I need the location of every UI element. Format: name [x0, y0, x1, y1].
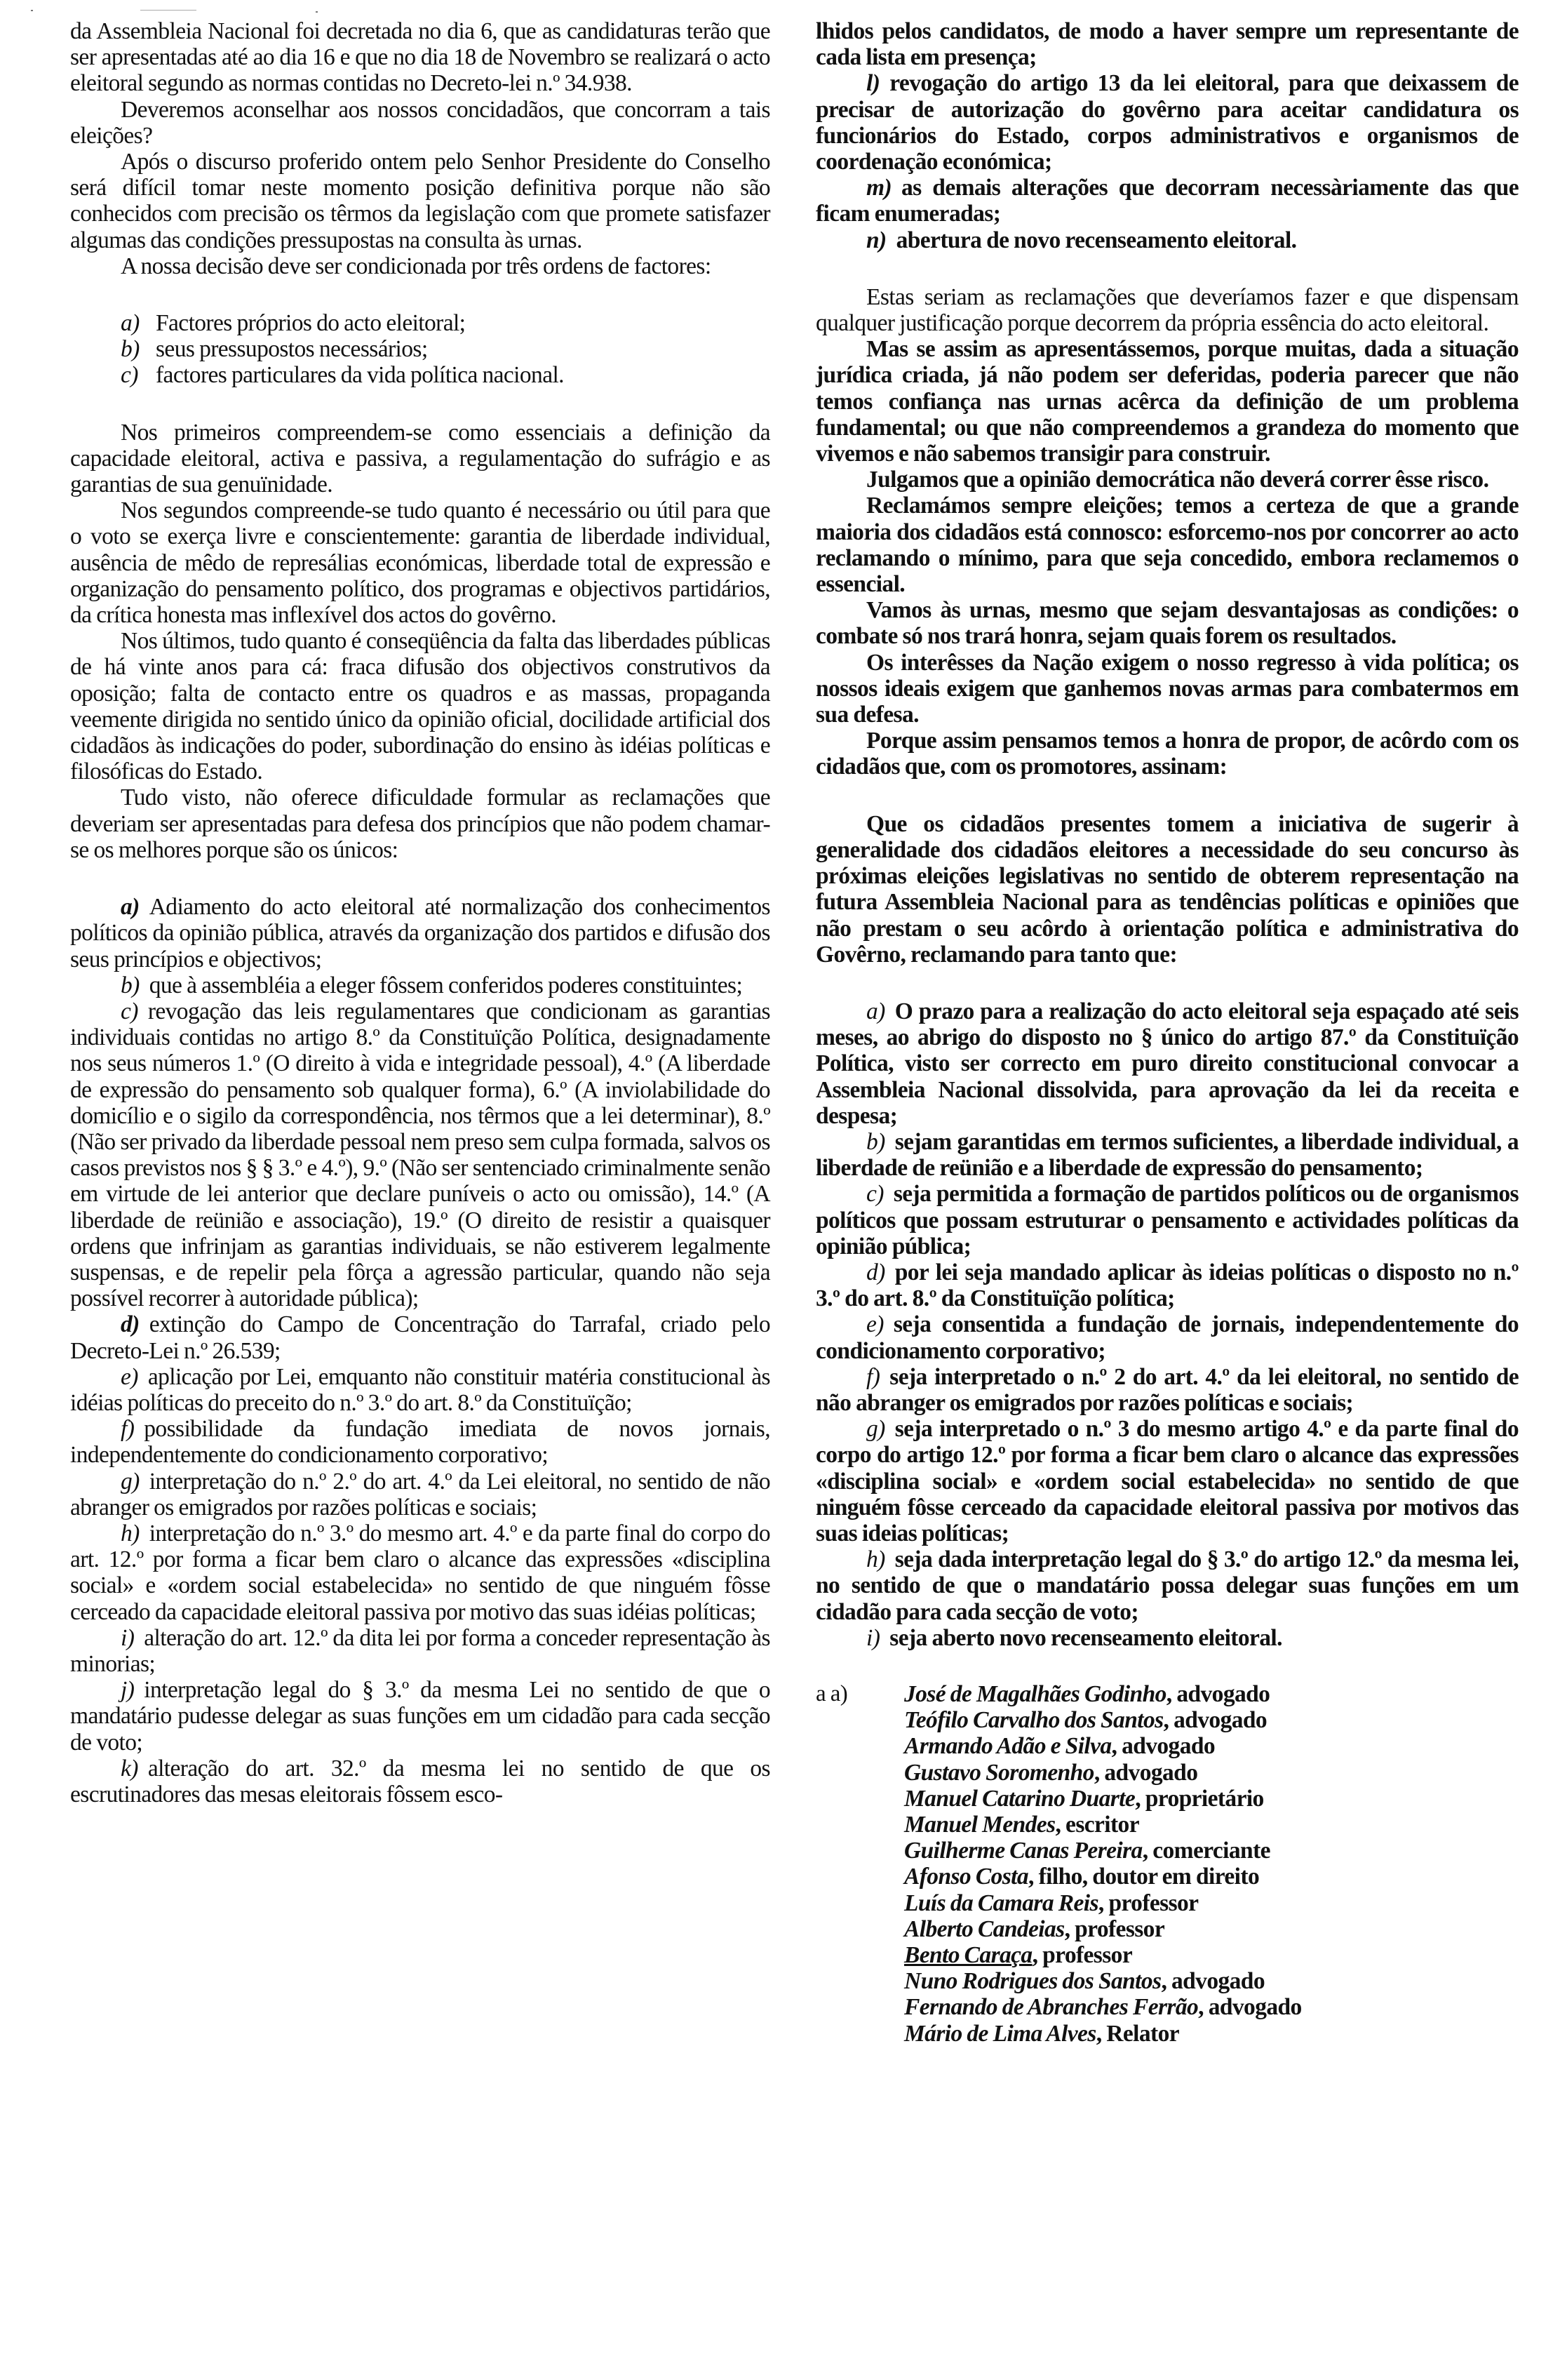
intro-paragraph: A nossa decisão deve ser condicionada por três ordens de factores: — [121, 253, 711, 279]
signatory-role: , Relator — [1096, 2020, 1179, 2047]
item-label: n) — [866, 227, 887, 253]
item-label: l) — [866, 70, 880, 97]
demand-item — [816, 998, 1519, 1129]
signatory-name: Mário de Lima Alves — [904, 2020, 1096, 2047]
claims-continued-list — [816, 70, 1519, 253]
item-text: alteração do art. 12.º da dita lei por forma a conceder representação às minorias; — [70, 1624, 770, 1677]
signature-entry — [904, 1707, 1519, 1733]
claim-item — [70, 1311, 770, 1363]
item-label: a) — [121, 894, 140, 921]
signatory-role: , advogado — [1111, 1733, 1216, 1760]
signatory-name: José de Magalhães Godinho — [904, 1680, 1166, 1707]
claim-item — [70, 1625, 770, 1677]
signatory-role: , professor — [1032, 1942, 1133, 1969]
signature-entry — [904, 1864, 1519, 1890]
item-text: Factores próprios do acto eleitoral; — [156, 310, 466, 337]
signatory-name: Nuno Rodrigues dos Santos — [904, 1968, 1162, 1995]
item-text: seja dada interpretação legal do § 3.º do artigo 12.º da mesma lei, no sentido de que o mandatário possa delegar suas funções em um cidadão para cada secção de voto; — [816, 1546, 1519, 1625]
item-text: interpretação do n.º 2.º do art. 4.º da Lei eleitoral, no sentido de não abranger os emigrados por razões políticas e sociais; — [70, 1468, 770, 1520]
argument-paragraph: Reclamámos sempre eleições; temos a certeza de que a grande maioria dos cidadãos está connosco: esforcemo-nos por concorrer ao acto reclamando o mínimo, para que seja concedido, embora reclamemos o essencial. — [816, 493, 1519, 598]
item-text: as demais alterações que decorram necessàriamente das que ficam enumeradas; — [816, 175, 1519, 227]
signature-entry — [904, 1812, 1519, 1838]
right-column — [816, 18, 1519, 2047]
argument-paragraph: Os interêsses da Nação exigem o nosso regresso à vida política; os nossos ideais exigem que ganhemos novas armas para combatermos em sua defesa. — [816, 649, 1519, 728]
signatory-role: , filho, doutor em direito — [1028, 1864, 1260, 1890]
item-text: seja aberto novo recenseamento eleitoral. — [889, 1624, 1282, 1651]
argument-paragraph: Julgamos que a opinião democrática não deverá correr êsse risco. — [866, 467, 1489, 493]
signatory-role: , comerciante — [1142, 1838, 1270, 1864]
signature-entry — [904, 1916, 1519, 1942]
demand-item — [816, 1364, 1519, 1416]
demand-item — [816, 1129, 1519, 1181]
argument-paragraph: Porque assim pensamos temos a honra de propor, de acôrdo com os cidadãos que, com os promotores, assinam: — [816, 728, 1519, 780]
item-text: revogação do artigo 13 da lei eleitoral, para que deixassem de precisar de autorização do govêrno para aceitar candidatura os funcionários do Estado, corpos administrativos e organismos de coordenação económica; — [816, 70, 1519, 175]
demand-item — [816, 1625, 1519, 1651]
signatory-name: Manuel Mendes — [904, 1812, 1056, 1838]
item-label: m) — [866, 175, 892, 201]
signatory-role: , escritor — [1055, 1812, 1139, 1838]
item-label: f) — [866, 1363, 880, 1390]
item-label: a) — [121, 310, 140, 337]
signature-entry — [904, 1786, 1519, 1812]
signature-entry — [904, 1994, 1519, 2020]
claim-item — [70, 972, 770, 998]
intro-paragraph: da Assembleia Nacional foi decretada no dia 6, que as candidaturas terão que ser apresentadas até ao dia 16 e que no dia 18 de Novembro se realizará o acto eleitoral segundo as normas contidas no Decreto-lei n.º 34.938. — [70, 18, 770, 97]
item-text: seja interpretado o n.º 3 do mesmo artigo 4.º e da parte final do corpo do artigo 12.º por forma a ficar bem claro o alcance das expressões «disciplina social» e «ordem social estabelecida» no sentido de que ninguém fôsse cerceado da capacidade eleitoral passiva por motivos das suas ideias políticas; — [816, 1416, 1519, 1546]
item-label: e) — [121, 1363, 138, 1390]
item-text: sejam garantidas em termos suficientes, a liberdade individual, a liberdade de reünião e a liberdade de expressão do pensamento; — [816, 1128, 1519, 1182]
signatory-role: , advogado — [1163, 1707, 1268, 1734]
item-text: O prazo para a realização do acto eleitoral seja espaçado até seis meses, ao abrigo do disposto no § único do artigo 87.º da Constituïção Política, visto ser correcto em puro direito constitucional convocar a Assembleia Nacional dissolvida, para aprovação da lei da receita e despesa; — [816, 998, 1519, 1129]
intro-paragraph: Deveremos aconselhar aos nossos concidadãos, que concorram a tais eleições? — [70, 96, 770, 149]
item-label: h) — [866, 1546, 885, 1573]
signatory-role: , advogado — [1161, 1968, 1265, 1995]
signatory-role: , professor — [1098, 1890, 1199, 1916]
item-text: aplicação por Lei, emquanto não constituir matéria constitucional às idéias políticas do preceito do n.º 3.º do art. 8.º da Constituïção; — [70, 1363, 770, 1416]
signatory-role: , advogado — [1166, 1680, 1270, 1707]
signatory-role: , advogado — [1094, 1759, 1198, 1786]
claims-list — [70, 894, 770, 1807]
item-label: i) — [866, 1624, 880, 1651]
signatures-block — [816, 1681, 1519, 2047]
continuation-text: lhidos pelos candidatos, de modo a haver sempre um representante de cada lista em presença; — [816, 18, 1519, 71]
scan-speck — [140, 10, 196, 11]
item-label: b) — [866, 1128, 885, 1155]
left-column — [70, 18, 770, 1807]
signatory-name: Luís da Camara Reis — [904, 1890, 1098, 1916]
item-label: f) — [121, 1416, 135, 1443]
scan-speck — [31, 10, 33, 11]
item-label: c) — [121, 362, 138, 389]
argument-paragraph: Mas se assim as apresentássemos, porque muitas, dada a situação jurídica criada, já não podem ser deferidas, poderia parecer que não temos confiança nas urnas acêrca da definição de um problema fundamental; ou que não compreendemos a grandeza do momento que vivemos e não sabemos transigir para construir. — [816, 336, 1519, 467]
item-text: abertura de novo recenseamento eleitoral. — [896, 227, 1297, 253]
demand-item — [816, 1416, 1519, 1546]
signatures-list — [904, 1681, 1519, 2047]
item-label: g) — [866, 1416, 885, 1443]
factor-item — [70, 362, 770, 388]
factor-item — [70, 336, 770, 362]
item-text: Adiamento do acto eleitoral até normalização dos conhecimentos políticos da opinião pública, através da organização dos partidos e difusão dos seus princípios e objectivos; — [70, 894, 770, 972]
item-text: por lei seja mandado aplicar às ideias políticas o disposto no n.º 3.º do art. 8.º da Constituïção política; — [816, 1259, 1519, 1312]
item-text: seus pressupostos necessários; — [156, 336, 428, 363]
claim-item — [816, 70, 1519, 175]
signatory-name: Bento Caraça — [904, 1942, 1033, 1969]
claim-item — [70, 1469, 770, 1520]
analysis-paragraph: Nos primeiros compreendem-se como essenciais a definição da capacidade eleitoral, activa e passiva, a regulamentação do sufrágio e as garantias de sua genuïnidade. — [70, 419, 770, 498]
item-text: seja consentida a fundação de jornais, independentemente do condicionamento corporativo; — [816, 1311, 1519, 1364]
item-label: b) — [121, 336, 140, 363]
scan-speck — [316, 11, 318, 13]
signature-entry — [904, 1942, 1519, 1968]
item-label: d) — [866, 1259, 885, 1285]
item-label: h) — [121, 1520, 140, 1546]
item-text: que à assembléia a eleger fôssem conferidos poderes constituintes; — [149, 972, 743, 998]
signatory-role: , advogado — [1198, 1994, 1302, 2021]
item-text: seja interpretado o n.º 2 do art. 4.º da lei eleitoral, no sentido de não abranger os emigrados por razões políticas e sociais; — [816, 1363, 1519, 1416]
item-text: possibilidade da fundação imediata de novos jornais, independentemente do condicionamento corporativo; — [70, 1416, 770, 1469]
signatures-label: a a) — [816, 1680, 848, 1706]
analysis-paragraph: Nos últimos, tudo quanto é conseqüência da falta das liberdades públicas de há vinte anos para cá: fraca difusão dos objectivos construtivos da oposição; falta de contacto entre os quadros e as massas, propaganda veemente dirigida no sentido único da opinião oficial, docilidade artificial dos cidadãos às indicações do poder, subordinação do ensino às idéias políticas e filosóficas do Estado. — [70, 628, 770, 785]
signature-entry — [904, 2021, 1519, 2047]
signatory-name: Guilherme Canas Pereira — [904, 1838, 1143, 1864]
analysis-paragraph: Nos segundos compreende-se tudo quanto é necessário ou útil para que o voto se exerça livre e conscientemente: garantia de liberdade individual, ausência de mêdo de represálias económicas, liberdade total de expressão e organização do pensamento político, dos programas e objectivos partidários, da crítica honesta mas inflexível dos actos do govêrno. — [70, 497, 770, 629]
signatory-name: Alberto Candeias — [904, 1916, 1065, 1942]
signature-entry — [904, 1890, 1519, 1916]
item-label: k) — [121, 1755, 138, 1781]
claim-item — [70, 1677, 770, 1756]
factors-list — [70, 310, 770, 389]
intro-paragraph: Após o discurso proferido ontem pelo Senhor Presidente do Conselho será difícil tomar neste momento posição definitiva porque não são conhecidos com precisão os têrmos da legislação com que promete satisfazer algumas das condições pressupostas na consulta às urnas. — [70, 149, 770, 253]
signature-entry — [904, 1968, 1519, 1994]
signature-entry — [904, 1733, 1519, 1759]
item-label: c) — [121, 998, 138, 1024]
claim-item — [70, 894, 770, 972]
analysis-paragraph: Tudo visto, não oferece dificuldade formular as reclamações que deveriam ser apresentadas para defesa dos princípios que não podem chamar-se os melhores porque são os únicos: — [70, 784, 770, 863]
item-label: b) — [121, 972, 140, 998]
signatory-name: Teófilo Carvalho dos Santos — [904, 1707, 1164, 1734]
claim-item — [70, 1756, 770, 1807]
item-text: revogação das leis regulamentares que condicionam as garantias individuais contidas no artigo 8.º da Constituïção Política, designadamente nos seus números 1.º (O direito à vida e integridade pessoal), 4.º (A liberdade de expressão do pensamento sob qualquer forma), 6.º (A inviolabilidade do domicílio e o sigilo da correspondência, nos têrmos que a lei determinar), 8.º (Não ser privado da liberdade pessoal nem preso sem culpa formada, salvos os casos previstos nos § § 3.º e 4.º), 9.º (Não ser sentenciado criminalmente senão em virtude de lei anterior que declare puníveis o acto ou omissão), 14.º (A liberdade de reünião e associação), 19.º (O direito de resistir a quaisquer ordens que infrinjam as garantias individuais, se não estiverem legalmente suspensas, e de repelir pela fôrça a agressão particular, quando não seja possível recorrer à autoridade pública); — [70, 998, 770, 1312]
claim-item — [816, 227, 1519, 253]
demand-item — [816, 1311, 1519, 1363]
claim-item — [70, 1520, 770, 1625]
demands-list — [816, 998, 1519, 1651]
item-text: interpretação do n.º 3.º do mesmo art. 4.º e da parte final do corpo do art. 12.º por forma a ficar bem claro o alcance das expressões «disciplina social» e «ordem social estabelecida» no sentido de que ninguém fôsse cerceado da capacidade eleitoral passiva por motivo das suas idéias políticas; — [70, 1520, 770, 1625]
argument-paragraph: Vamos às urnas, mesmo que sejam desvantajosas as condições: o combate só nos trará honra, sejam quais forem os resultados. — [816, 597, 1519, 650]
item-text: extinção do Campo de Concentração do Tarrafal, criado pelo Decreto-Lei n.º 26.539; — [70, 1311, 770, 1364]
signatory-name: Fernando de Abranches Ferrão — [904, 1994, 1199, 2021]
item-label: d) — [121, 1311, 140, 1338]
signature-entry — [904, 1838, 1519, 1864]
demand-item — [816, 1546, 1519, 1625]
demand-item — [816, 1259, 1519, 1311]
signatory-name: Armando Adão e Silva — [904, 1733, 1112, 1760]
factor-item — [70, 310, 770, 336]
claim-item — [70, 1416, 770, 1468]
claim-item — [70, 1364, 770, 1416]
item-label: j) — [121, 1677, 135, 1704]
signatory-name: Afonso Costa — [904, 1864, 1029, 1890]
signature-entry — [904, 1681, 1519, 1707]
signatory-name: Gustavo Soromenho — [904, 1759, 1094, 1786]
claim-item — [816, 175, 1519, 227]
item-text: alteração do art. 32.º da mesma lei no sentido de que os escrutinadores das mesas eleitorais fôssem esco- — [70, 1755, 770, 1807]
item-text: factores particulares da vida política nacional. — [156, 362, 564, 389]
motion-paragraph: Que os cidadãos presentes tomem a iniciativa de sugerir à generalidade dos cidadãos eleitores a necessidade do seu concurso às próximas eleições legislativas no sentido de obterem representação na futura Assembleia Nacional para as tendências políticas e opiniões que não prestam o seu acôrdo à orientação política e administrativa do Govêrno, reclamando para tanto que: — [816, 810, 1519, 968]
item-label: c) — [866, 1181, 884, 1208]
item-label: a) — [866, 998, 885, 1024]
signatory-role: , proprietário — [1135, 1785, 1264, 1812]
claim-item — [70, 998, 770, 1311]
item-text: seja permitida a formação de partidos políticos ou de organismos políticos que possam estruturar o pensamento e actividades políticas da opinião pública; — [816, 1181, 1519, 1259]
signatory-role: , professor — [1064, 1916, 1165, 1942]
signatory-name: Manuel Catarino Duarte — [904, 1785, 1136, 1812]
signature-entry — [904, 1760, 1519, 1786]
item-label: e) — [866, 1311, 884, 1338]
demand-item — [816, 1181, 1519, 1259]
argument-paragraph: Estas seriam as reclamações que deveríamos fazer e que dispensam qualquer justificação porque decorrem da própria essência do acto eleitoral. — [816, 283, 1519, 337]
item-text: interpretação legal do § 3.º da mesma Lei no sentido de que o mandatário pudesse delegar as suas funções em um cidadão para cada secção de voto; — [70, 1677, 770, 1756]
item-label: g) — [121, 1468, 140, 1495]
item-label: i) — [121, 1624, 135, 1651]
